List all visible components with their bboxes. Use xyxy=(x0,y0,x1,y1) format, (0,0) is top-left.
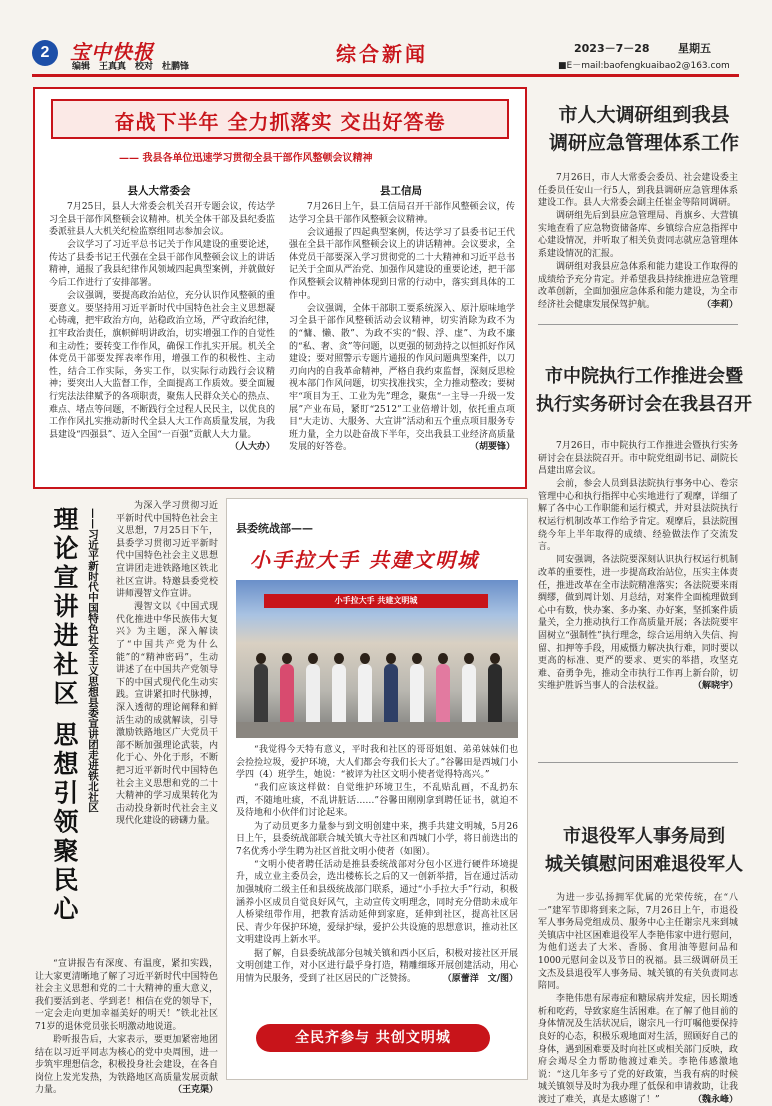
lecture-vertical-subtitle: ——习近平新时代中国特色社会主义思想县委宣讲团走进铁北社区 xyxy=(87,508,99,813)
paragraph: “文明小使者聘任活动是推县委统战部对分包小区进行硬件环境提升，成立业主委员会，选出楼栋长之后的又一创新举措，旨在通过活动加强城府二级主任和县级统战部门联系，通过“小手拉大手”行动，积极涵养小区成员自觉良好风气，主动宣传文明理念，同时充分借助未成年人桥梁纽带作用，把教育活动延伸到家庭，延伸到社区，提高社区居民、青少年保护环境，爱绿护绿，爱护公共设施的思想意识，推动社区文明建设再上新水平。 xyxy=(236,859,518,946)
byline: （胡要锋） xyxy=(469,442,515,453)
paragraph: 为了动员更多力量参与到文明创建中来，携手共建文明城，5月26日上午，县委统战部联合城关镇大寺社区和西城门小学，将日前选出的7名优秀小学生聘为社区首批文明小使者（如图）。 xyxy=(236,821,518,857)
story2-body xyxy=(538,440,738,693)
volunteer-title: 小手拉大手 共建文明城 xyxy=(250,548,479,572)
feature-box xyxy=(33,87,527,489)
story1-title-line1: 市人大调研组到我县 xyxy=(558,104,730,126)
paragraph: 据了解，自县委统战部分包城关镇和西小区后，积极对接社区开展文明创建工作，对小区进行最乎身打造，精雕细琢开展创建活动，用心用情为民服务，受到了社区居民的广泛赞扬。 （原蕾洋 文/图） xyxy=(236,948,518,984)
story2-title-line1: 市中院执行工作推进会暨 xyxy=(545,366,743,387)
story3-title-line1: 市退役军人事务局到 xyxy=(563,826,725,847)
masthead-rule xyxy=(32,74,739,77)
story2-title-line2: 执行实务研讨会在我县召开 xyxy=(536,394,752,415)
paragraph: 聆听报告后，大家表示，要更加紧密地团结在以习近平同志为核心的党中央周围，进一步筑牢理想信念，积极投身社会建设，在各自岗位上发光发热，为铁路地区高质量发展贡献力量。 （王克渠） xyxy=(35,1035,218,1096)
paragraph: 会前，参会人员到县法院执行事务中心、卷宗管理中心和执行指挥中心实地进行了观摩，详细了解了各中心工作职能和运行模式，并对县法院执行权运行机制改革工作给予肯定。观摩后，县法院围绕今年上半年取得的成绩、经验做法作了交流发言。 xyxy=(538,479,738,553)
person-figure xyxy=(436,664,450,724)
left-column-heading: 县人大常委会 xyxy=(127,185,191,197)
person-figure xyxy=(280,664,294,724)
paragraph: 7月25日，县人大常委会机关召开专题会议，传达学习全县干部作风整顿会议精神。机关全体干部及县纪委监委派驻县人大机关纪检监察组同志参加会议。 xyxy=(49,202,275,238)
newspaper-logo: 宝中快报 xyxy=(70,40,154,64)
story1-body xyxy=(538,172,738,312)
lecture-vertical-title: 理论宣讲进社区 思想引领聚民心 xyxy=(50,506,79,925)
lecture-body-top xyxy=(116,500,218,828)
paragraph: 为进一步弘扬拥军优属的光荣传统，在“八一”建军节即将到来之际，7月26日上午，市退役军人事务局党组成员、服务中心主任谢宗凡来到城关镇店中社区困难退役军人李艳伟家中进行慰问，为他们送去了大米、香肠、食用油等慰问品和1000元慰问金以及节日的祝福。县三级调研员王文杰及县退役军人事务局、城关镇的有关负责同志陪同。 xyxy=(538,893,738,992)
email-line: ■E－mail:baofengkuaibao2@163.com xyxy=(558,61,730,71)
paragraph: “我觉得今天特有意义，平时我和社区的哥哥姐姐、弟弟妹妹们也会捡捡垃圾，爱护环境，大人们都会夸我们长大了。”谷馨田是西城门小学四（4）班学生，她说：“被评为社区文明小使者觉得特高兴。” xyxy=(236,745,518,781)
right-column-heading: 县工信局 xyxy=(380,185,422,197)
photo-ground xyxy=(236,722,518,738)
person-figure xyxy=(462,664,476,724)
paragraph: “我们应该这样做：自觉维护环境卫生，不乱贴乱画，不乱扔东西，不随地吐痰，不乱讲脏话……”谷馨田刚刚拿到聘任证书，就迫不及待地和小伙伴们讨论起来。 xyxy=(236,783,518,819)
paragraph: 会议强调，全体干部职工要系统深入、原汁原味地学习全县干部作风整顿活动会议精神，切实消除为政不为的“慵、懒、散”、为政不实的“假、浮、虚”、为政不廉的“私、奢、贪”等问题，以更强的韧劲持之以恒抓好作风建设；要对照警示专题片通报的作风问题典型案件，以刀刃向内的自我革命精神，严格自我约束监督，深刻反思检视本部门作风问题，切实找准找实，全力推动整改；要树牢“项目为王、工业为先”理念，聚焦“一主导一升级一发展”产业布局，紧盯“2512”工业倍增计划，依托重点项目“大走访、大服务、大宣讲”活动和五个重点项目服务专班力量，全力以赴奋战下半年，交出我县工业经济高质量发展的好答卷。 （胡要锋） xyxy=(289,303,515,453)
left-column-body xyxy=(49,201,275,454)
byline: （王克渠） xyxy=(172,1085,218,1096)
paragraph: 会议通报了四起典型案例，传达学习了县委书记王代强在全县干部作风整顿会议上的讲话精神。会议要求，全体党员干部要深入学习贯彻党的二十大精神和习近平总书记关于全面从严治党、加强作风建设的重要论述，把干部作风整顿会议精神体现到日常的行动中，落实到具体的工作中。 xyxy=(289,227,515,301)
person-figure xyxy=(410,664,424,724)
byline: （解晓宇） xyxy=(692,681,738,692)
paragraph: 7月26日上午，县工信局召开干部作风整顿会议，传达学习全县干部作风整顿会议精神。 xyxy=(289,202,515,225)
paragraph: 调研组先后到县应急管理局、肖旗乡、大营镇实地查看了应急物资储备库、乡镇综合应急指挥中心建设情况，并听取了相关负责同志就应急管理体系建设情况的汇报。 xyxy=(538,211,738,260)
photo-backdrop-banner: 小手拉大手 共建文明城 xyxy=(264,594,488,608)
byline: （人大办） xyxy=(229,442,275,453)
credits-line: 编辑 王真真 校对 杜鹏锋 xyxy=(72,62,190,72)
person-figure xyxy=(306,664,320,724)
issue-date: 2023－7－28 xyxy=(574,42,650,55)
volunteer-photo xyxy=(236,580,518,738)
feature-subtitle: —— 我县各单位迅速学习贯彻全县干部作风整顿会议精神 xyxy=(119,153,373,164)
story-divider xyxy=(538,324,738,325)
byline: （原蕾洋 文/图） xyxy=(442,973,518,984)
story-divider xyxy=(538,762,738,763)
byline: （李莉） xyxy=(701,299,738,310)
paragraph: 漫智文以《中国式现代化推进中华民族伟大复兴》为主题，深入解读了“中国共产党为什么能”的“精神密码”，生动讲述了在中国共产党领导下的中国式现代化生动实践。宣讲紧扣时代脉搏，深入透彻的理论阐释和鲜活生动的成就解读，引导激励铁路地区广大党员干部不断加强理论武装，内化于心、外化于形，不断把习近平新时代中国特色社会主义思想和党的二十大精神的学习成果转化为击动投身新时代社会主义现代化建设的磅礴力量。 xyxy=(116,602,218,827)
paragraph: 会议强调，要提高政治站位，充分认识作风整顿的重要意义。要坚持用习近平新时代中国特色社会主义思想凝心铸魂，把牢政治方向，站稳政治立场，严守政治纪律，扛牢政治责任，旗帜鲜明讲政治，切实增强工作的自觉性和主动性；要转变工作作风，确保工作扎实开展。机关全体党员干部要发挥表率作用，增强工作的积极性、主动性，结合工作实际，务实工作，以实际行动践行会议精神；要突出人大监督工作，全面提高工作质效。要全面履行宪法法律赋予的各项职责，聚焦人民群众关心的热点、难点、堵点等问题，不断践行全过程人民民主，以优良的工作作风扎实推动新时代全县人大工作高质量发展，为我县建设“四强县”、迈入全国“一百强”贡献人大力量。 （人大办） xyxy=(49,291,275,453)
paragraph: 调研组对我县应急体系和能力建设工作取得的成绩给予充分肯定。并希望我县持续推进应急管理改革创新，全面加强应急体系和能力建设，为全市经济社会健康发展保驾护航。 （李莉） xyxy=(538,262,738,310)
lecture-body-bottom xyxy=(35,958,218,1098)
story3-title-line2: 城关镇慰问困难退役军人 xyxy=(545,854,743,875)
volunteer-body xyxy=(236,744,518,986)
page-number-badge: 2 xyxy=(32,40,58,66)
person-figure xyxy=(254,664,268,724)
story3-body xyxy=(538,892,738,1106)
section-title: 综合新闻 xyxy=(336,42,428,66)
person-figure xyxy=(332,664,346,724)
issue-weekday: 星期五 xyxy=(678,42,711,55)
paragraph: 为深入学习贯彻习近平新时代中国特色社会主义思想，7月25日下午，县委学习贯彻习近平新时代中国特色社会主义思想宣讲团走进铁路地区铁北社区宣讲。特邀县委党校讲师漫智文作宣讲。 xyxy=(116,501,218,600)
volunteer-slogan-banner: 全民齐参与 共创文明城 xyxy=(256,1024,490,1052)
paragraph: 李艳伟患有尿毒症和糖尿病并发症，因长期透析和吃药，导致家庭生活困难。在了解了他目前的身体情况及生活状况后，谢宗凡一行叮嘱他要保持良好的心态，积极乐观地面对生活，照顾好自己的身体，遇到困难要及时向社区或相关部门反映，政府会竭尽全力帮助他渡过难关。李艳伟感激地说：“这几年多亏了党的好政策，当我有病的时候城关镇领导及时为我办理了低保和申请救助，让我渡过了难关，真是太感谢了！” （魏永峰） xyxy=(538,994,738,1105)
byline: （魏永峰） xyxy=(692,1095,738,1105)
paragraph: 同安强调，各法院要深刻认识执行权运行机制改革的重要性，进一步提高政治站位，压实主体责任，推进改革在全市法院精准落实；各法院要来雨绸缪，做到周计划、月总结，对案件全面梳理做到心中有数，快办案、多办案、办好案，坚抓案件质量关，全力推动执行工作高质量开展；各法院要牢固树立“强制性”执行理念，综合运用纳入失信、拘留、扣押等手段，用威慑力解决执行难，同时要以更高的标准、更严的要求、更实的举措，攻坚克难、奋勇争先，推动全市执行工作再上新台阶，切实维护胜诉当事人的合法权益。 （解晓宇） xyxy=(538,555,738,692)
person-figure xyxy=(358,664,372,724)
story1-title-line2: 调研应急管理体系工作 xyxy=(548,132,739,154)
paragraph: 7月26日，市中院执行工作推进会暨执行实务研讨会在县法院召开。市中院党组副书记、副院长昌建出席会议。 xyxy=(538,441,738,477)
volunteer-kicker: 县委统战部—— xyxy=(236,522,313,535)
paragraph: 会议学习了习近平总书记关于作风建设的重要论述，传达了县委书记王代强在全县干部作风整顿会议上的讲话精神，通报了我县纪律作风领域四起典型案例，并就做好今后工作进行了安排部署。 xyxy=(49,240,275,289)
right-column-body xyxy=(289,201,515,454)
person-figure xyxy=(384,664,398,724)
person-figure xyxy=(488,664,502,724)
paragraph: “宣讲报告有深度、有温度，紧扣实践，让大家更清晰地了解了习近平新时代中国特色社会主义思想和党的二十大精神的重大意义，我们要活到老、学到老！相信在党的领导下，一定会走向更加幸福美好的明天！”铁北社区71岁的退休党员张长明激动地说道。 xyxy=(35,959,218,1032)
paragraph: 7月26日，市人大常委会委员、社会建设委主任委员任安山一行5人，到我县调研应急管理体系建设工作。县人大常委会副主任崔金等陪同调研。 xyxy=(538,173,738,209)
feature-title: 奋战下半年 全力抓落实 交出好答卷 xyxy=(114,110,446,134)
